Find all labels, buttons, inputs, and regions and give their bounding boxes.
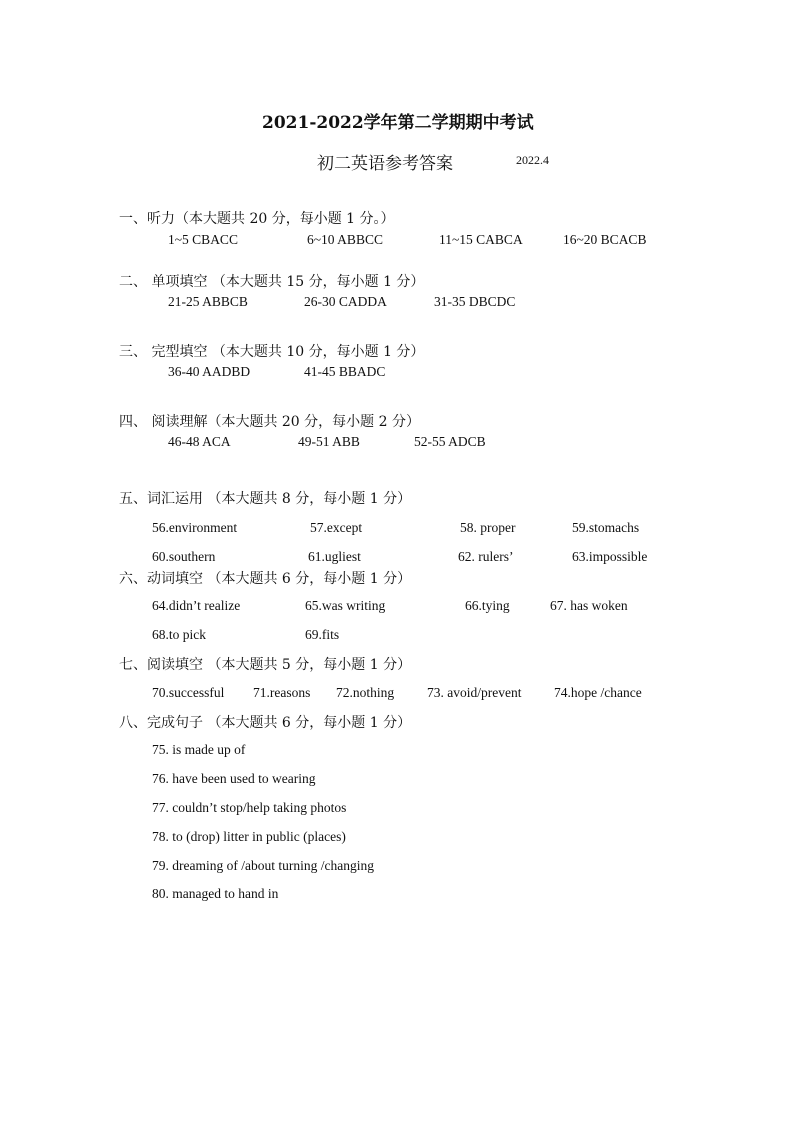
answer-item: 79. dreaming of /about turning /changing (152, 858, 374, 873)
answer-item: 6~10 ABBCC (307, 232, 383, 247)
answer-item: 71.reasons (253, 685, 311, 700)
section-8-heading: 八、完成句子 （本大题共 6 分，每小题 1 分） (119, 715, 412, 731)
answer-item: 31-35 DBCDC (434, 294, 516, 309)
answer-item: 77. couldn’t stop/help taking photos (152, 800, 347, 815)
answer-item: 62. rulers’ (458, 549, 514, 564)
answer-item: 75. is made up of (152, 742, 246, 757)
answer-item: 11~15 CABCA (439, 232, 523, 247)
answer-item: 26-30 CADDA (304, 294, 387, 309)
answer-item: 64.didn’t realize (152, 598, 241, 613)
answer-item: 1~5 CBACC (168, 232, 238, 247)
answer-item: 68.to pick (152, 627, 206, 642)
answer-item: 46-48 ACA (168, 434, 231, 449)
section-7-heading: 七、阅读填空 （本大题共 5 分，每小题 1 分） (119, 657, 412, 673)
page-date: 2022.4 (516, 153, 549, 167)
section-5-heading: 五、词汇运用 （本大题共 8 分，每小题 1 分） (119, 491, 412, 507)
answer-item: 74.hope /chance (554, 685, 642, 700)
answer-item: 60.southern (152, 549, 216, 564)
answer-item: 59.stomachs (572, 520, 640, 535)
section-1-heading: 一、听力（本大题共 20 分，每小题 1 分。） (119, 211, 395, 227)
answer-item: 21-25 ABBCB (168, 294, 248, 309)
answer-item: 61.ugliest (308, 549, 361, 564)
section-3-heading: 三、 完型填空 （本大题共 10 分，每小题 1 分） (119, 344, 425, 360)
answer-item: 78. to (drop) litter in public (places) (152, 829, 346, 844)
answer-item: 70.successful (152, 685, 225, 700)
answer-item: 76. have been used to wearing (152, 771, 316, 786)
answer-item: 73. avoid/prevent (427, 685, 522, 700)
answer-item: 67. has woken (550, 598, 628, 613)
page-subtitle: 初二英语参考答案 (317, 154, 453, 174)
answer-item: 65.was writing (305, 598, 386, 613)
answer-item: 41-45 BBADC (304, 364, 386, 379)
answer-item: 36-40 AADBD (168, 364, 251, 379)
answer-item: 80. managed to hand in (152, 886, 279, 901)
section-6-heading: 六、动词填空 （本大题共 6 分，每小题 1 分） (119, 571, 412, 587)
answer-item: 72.nothing (336, 685, 395, 700)
answer-item: 58. proper (460, 520, 516, 535)
answer-item: 49-51 ABB (298, 434, 360, 449)
answer-item: 63.impossible (572, 549, 648, 564)
answer-item: 56.environment (152, 520, 238, 535)
answer-item: 66.tying (465, 598, 510, 613)
answer-item: 16~20 BCACB (563, 232, 647, 247)
section-4-heading: 四、 阅读理解（本大题共 20 分，每小题 2 分） (119, 414, 420, 430)
section-2-heading: 二、 单项填空 （本大题共 15 分，每小题 1 分） (119, 274, 425, 290)
answer-item: 52-55 ADCB (414, 434, 486, 449)
answer-item: 69.fits (305, 627, 340, 642)
page-title: 2021-2022学年第二学期期中考试 (262, 113, 534, 133)
answer-item: 57.except (310, 520, 363, 535)
